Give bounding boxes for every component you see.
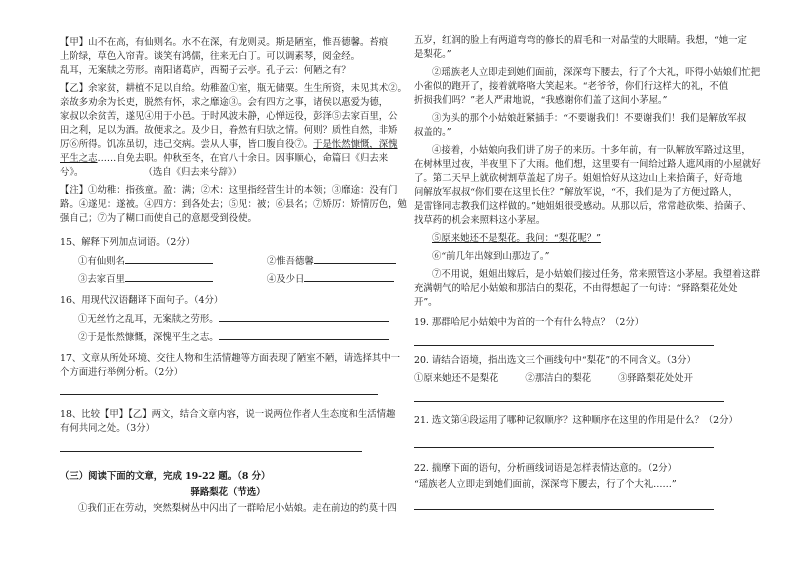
story-line-14: ⑤原来她还不是梨花。我问：“梨花呢？” (432, 233, 601, 244)
passage-jia-line-2: 上阶绿，草色入帘青。谈笑有鸿儒，往来无白丁。可以调素琴，阅金经。 (60, 51, 361, 62)
q15-stem: 15、解释下列加点词语。（2分） (60, 237, 196, 248)
q20-stem: 20. 请结合语境，指出选文三个画线句中“梨花”的不同含义。（3分） (414, 355, 696, 366)
q17-stem-line-1: 17、文章从所处环境、交往人物和生活情趣等方面表现了陋室不陋，请选择其中一 (60, 353, 401, 364)
passage-yi-line-5: 厉⑥所得。饥冻虽切，违己交病。尝从人事，皆口腹自役⑦。于是怅然慷慨，深愧 (60, 139, 398, 150)
story-line-16: ⑦不用说，姐姐出嫁后，是小姑娘们接过任务，常来照管这小茅屋。我望着这群 (432, 269, 761, 280)
story-line-18: 开”。 (414, 297, 438, 308)
q16-item-1: ①无丝竹之乱耳，无案牍之劳形。 (60, 312, 396, 326)
q15-row-1: ①有仙则名 ②惟吾德馨 (60, 254, 396, 268)
q15-row-2: ③去家百里 ④及少日 (60, 272, 396, 286)
story-line-15: ⑥“前几年出嫁到山那边了。” (432, 251, 550, 262)
notes-line-3: 强自己；⑦为了糊口而使自己的意愿受到役使。 (60, 213, 257, 224)
passage-yi-line-2: 亲故多劝余为长吏，脱然有怀，求之靡途③。会有四方之事，诸侯以惠爱为德， (60, 97, 389, 108)
q21-stem: 21. 选文第④段运用了哪种记叙顺序？这种顺序在这里的作用是什么？（2分） (414, 415, 738, 426)
passage-yi-line-1: 【乙】余家贫，耕植不足以自给。幼稚盈①室，瓶无储粟。生生所资，未见其术②。 (60, 83, 407, 94)
story-line-6: ③为头的那个小姑娘赶紧插手：“不要谢我们！不要谢我们！我们是解放军叔 (432, 113, 747, 124)
q15-answer-3[interactable] (125, 272, 213, 282)
section3-title: 驿路梨花（节选） (190, 487, 266, 498)
story-line-7: 叔盖的。” (414, 127, 452, 138)
q16-stem: 16、用现代汉语翻译下面句子。（4分） (60, 295, 224, 306)
passage-jia-line-1: 【甲】山不在高，有仙则名。水不在深，有龙则灵。斯是陋室，惟吾德馨。苔痕 (60, 37, 389, 48)
story-line-3: ②瑶族老人立即走到她们面前，深深弯下腰去，行了个大礼，吓得小姑娘们忙把 (432, 67, 761, 78)
q16-answer-1[interactable] (219, 312, 389, 322)
story-line-4: 小雀似的跑开了，接着就咯咯大笑起来。“老爷爷，你们行这样大的礼，不值 (414, 81, 729, 92)
passage-jia-line-3: 乱耳，无案牍之劳形。南阳诸葛庐，西蜀子云亭。孔子云：何陋之有？ (60, 65, 351, 76)
q22-stem: 22. 揣摩下面的语句，分析画线词语是怎样表情达意的。（2分） (414, 463, 677, 474)
q18-answer-line[interactable] (60, 450, 362, 452)
q19-answer-line[interactable] (414, 344, 714, 346)
passage-source: （选自《归去来兮辞》） (143, 167, 242, 178)
q17-stem-line-2: 个方面进行举例分析。（2分） (60, 367, 184, 378)
q15-answer-1[interactable] (125, 254, 213, 264)
story-line-2: 是梨花。” (414, 49, 452, 60)
section3-para-1: ①我们正在劳动，突然梨树丛中闪出了一群哈尼小姑娘。走在前边的约莫十四 (78, 503, 397, 514)
q15-answer-2[interactable] (314, 254, 396, 264)
underlined-sentence-yi: 于是怅然慷慨，深愧 (313, 139, 398, 150)
notes-line-2: 路。④遂见：遂被。④四方：到各处去；⑤见：被；⑥县名；⑦矫厉：矫情厉色，勉 (60, 199, 407, 210)
story-line-11: 问解放军叔叔“你们要在这里长住？”解放军说，“不，我们是为了方便过路人， (414, 187, 738, 198)
story-line-5: 折损我们吗？”老人严肃地说，“我感谢你们盖了这间小茅屋。” (414, 95, 668, 106)
story-line-12: 是雷锋同志教我们这样做的。”她姐姐很受感动。从那以后，常常趁砍柴、拾菌子、 (414, 201, 752, 212)
q20-answer-line[interactable] (414, 400, 724, 402)
q17-answer-line[interactable] (60, 393, 378, 395)
q18-stem-line-2: 有何共同之处。（3分） (60, 423, 156, 434)
passage-yi-line-7: 兮》。 （选自《归去来兮辞》） (60, 167, 242, 178)
q22-answer-line[interactable] (414, 508, 714, 510)
story-line-1: 五岁，红润的脸上有两道弯弯的修长的眉毛和一对晶莹的大眼睛。我想，“她一定 (414, 35, 747, 46)
passage-yi-line-4: 田之利，足以为酒。故便求之。及少日，眷然有归欤之情。何则？质性自然，非矫 (60, 125, 398, 136)
story-line-8: ④接着，小姑娘向我们讲了房子的来历。十多年前，有一队解放军路过这里， (432, 145, 751, 156)
q18-stem-line-1: 18、比较【甲】【乙】两文，结合文章内容，说一说两位作者人生态度和生活情趣 (60, 409, 396, 420)
q21-answer-line[interactable] (414, 446, 714, 448)
notes-line-1: 【注】①幼稚：指孩童。盈：满；②术：这里指经营生计的本领；③靡途：没有门 (60, 185, 398, 196)
story-line-13: 找草药的机会来照料这小茅屋。 (414, 215, 546, 226)
story-line-17: 充满朝气的哈尼小姑娘和那洁白的梨花，不由得想起了一句诗：“驿路梨花处处 (414, 283, 738, 294)
q20-items: ①原来她还不是梨花 ②那洁白的梨花 ③驿路梨花处处开 (414, 373, 694, 384)
section3-header: （三）阅读下面的文章，完成 19-22 题。（8 分） (60, 471, 271, 482)
story-line-10: 了。第二天早上就砍树割草盖起了房子。姐姐恰好从这边山上来拾菌子，好奇地 (414, 173, 743, 184)
q15-answer-4[interactable] (304, 272, 394, 282)
q16-answer-2[interactable] (219, 330, 389, 340)
passage-yi-line-3: 家叔以余贫苦，遂见④用于小邑。于时风波未静，心惮远役，彭泽⑤去家百里，公 (60, 111, 398, 122)
q19-stem: 19. 那群哈尼小姑娘中为首的一个有什么特点？（2分） (414, 317, 645, 328)
q22-quote: “瑶族老人立即走到她们面前，深深弯下腰去，行了个大礼……” (414, 479, 677, 490)
story-line-9: 在树林里过夜，半夜里下了大雨。他们想，这里要有一间给过路人遮风雨的小屋就好 (414, 159, 761, 170)
q16-item-2: ②于是怅然慷慨，深愧平生之志。 (60, 330, 396, 344)
passage-yi-line-6: 平生之志……自免去职。仲秋至冬，在官八十余日。因事顺心，命篇曰《归去来 (60, 153, 389, 164)
